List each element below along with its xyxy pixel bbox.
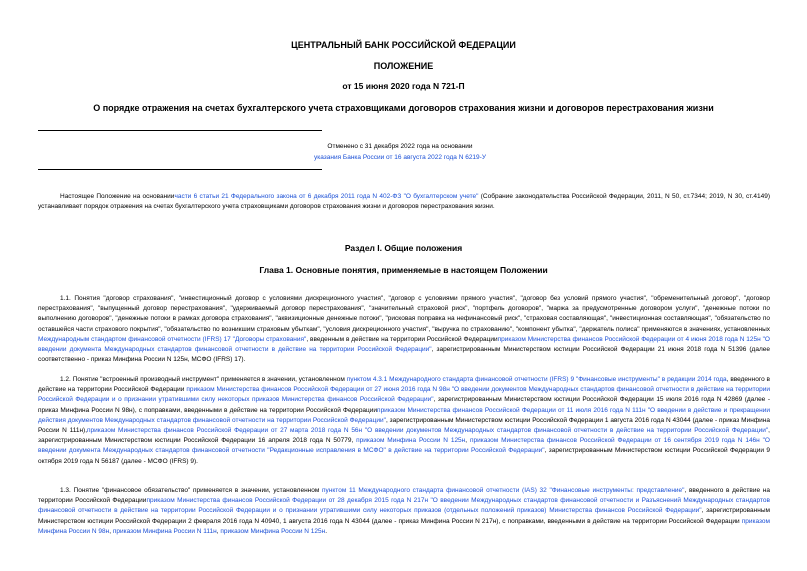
p13-text-5: ,	[216, 527, 221, 535]
issuer-title: ЦЕНТРАЛЬНЫЙ БАНК РОССИЙСКОЙ ФЕДЕРАЦИИ	[291, 40, 516, 50]
section-title: Раздел I. Общие положения	[344, 243, 463, 253]
p13-link-order-111n[interactable]: приказом Минфина России N 111н	[112, 527, 217, 535]
p13-link-order-125n[interactable]: приказом Минфина России N 125н	[220, 527, 326, 535]
intro-text-2: (Собрание законодательства Российской Федерации, 2011, N 50, ст.7344; 2019, N 30, ст.4149) устанавливает порядок отражения на счетах бухгалтерского учета страховщиками договоров страхования жизни и договоров перестрахования жизни.	[38, 193, 770, 211]
chapter-title: Глава 1. Основные понятия, применяемые в настоящем Положении	[259, 265, 548, 275]
p11-text-3: , зарегистрированным Министерством юстиции Российской Федерации 21 июня 2018 года N 51396 (далее соответственно - приказ Минфина России N 125н, МСФО (IFRS) 17).	[38, 346, 770, 364]
document-type: ПОЛОЖЕНИЕ	[373, 61, 434, 71]
p12-link-order-146n[interactable]: приказом Министерства финансов Российской Федерации от 16 сентября 2019 года N 146н "О введении документа Международных стандартов финансовой отчетности "Редакционные исправления в МСФО" в действие на территории Российской Федерации"	[38, 437, 770, 455]
paragraph-1-3	[38, 486, 770, 537]
p12-text-2: , введенного в действие на территории Российской Федерации	[38, 376, 770, 394]
paragraph-1-2	[38, 375, 770, 467]
p13-text-1: 1.3. Понятие "финансовое обязательство" применяется в значении, установленном	[60, 487, 323, 494]
p11-link-ifrs17[interactable]: Международным стандартом финансовой отчетности (IFRS) 17 "Договоры страхования"	[38, 335, 307, 343]
p13-text-3: , зарегистрированным Министерством юстиции Российской Федерации 2 февраля 2016 года N 40940, 1 августа 2016 года N 43044 (далее - приказ Минфина России N 217н), с поправками, введенными в действие на территории Российской Федерации	[38, 507, 770, 525]
p12-link-order-56n[interactable]: приказом Министерства финансов Российской Федерации от 27 марта 2018 года N 56н "О введении документов Международных стандартов финансовой отчетности в действие на территории Российской Федерации"	[87, 427, 769, 435]
p11-text-1: 1.1. Понятия "договор страхования", "инвестиционный договор с условиями дискреционного участия", "договор с условиями прямого участия", "договор без условий прямого участия", "обременительный договор", "договор перестрахования", "выпущенный договор перестрахования", "удерживаемый договор перестрахования", "значительный страховой риск", "портфель договоров", "маржа за предусмотренные договором услуги", "денежные потоки по выполнению договоров", "денежные потоки в рамках договора страхования", "аквизиционные денежные потоки", "рисковая поправка на нефинансовый риск", "страховая составляющая", "инвестиционная составляющая", "обязательство по оставшейся части страхового покрытия", "обязательство по возникшим страховым убыткам", "условия дискреционного участия", "выручка по страхованию", "компонент убытка", "держатель полиса" применяются в значениях, установленных	[38, 295, 770, 333]
intro-text-1: Настоящее Положение на основании	[60, 193, 175, 200]
cancellation-text: Отменено с 31 декабря 2022 года на основании	[327, 143, 473, 150]
p13-text-6: .	[325, 527, 328, 535]
p12-link-order-111n[interactable]: приказом Министерства финансов Российской Федерации от 11 июля 2016 года N 111н "О введении в действие и прекращении действия документов Международных стандартов финансовой отчетности на территории Российской Федерации"	[38, 406, 771, 424]
document-title: О порядке отражения на счетах бухгалтерского учета страховщиками договоров страхования жизни и договоров перестрахования жизни	[93, 103, 714, 113]
p13-link-order-98n[interactable]: приказом Минфина России N 98н	[38, 517, 770, 535]
p11-link-order-125n[interactable]: приказом Министерства финансов Российской Федерации от 4 июня 2018 года N 125н "О введении документа Международных стандартов финансовой отчетности в действие на территории Российской Федерации"	[38, 335, 770, 354]
p11-text-2: , введенным в действие на территории Российской Федерации	[306, 335, 498, 343]
p13-link-ias32[interactable]: пунктом 11 Международного стандарта финансовой отчетности (IAS) 32 "Финансовые инструменты: представление"	[322, 487, 685, 494]
p13-link-order-217n[interactable]: приказом Министерства финансов Российской Федерации от 28 декабря 2015 года N 217н "О введении Международных стандартов финансовой отчетности и Разъяснений Международных стандартов финансовой отчетности в действие на территории Российской Федерации и о признании утратившими силу некоторых приказов (отдельных положений приказов) Министерства финансов Российской Федерации"	[38, 497, 770, 515]
p12-text-6: ,	[465, 437, 470, 445]
paragraph-1-1	[38, 294, 770, 365]
p12-text-5: , зарегистрированным Министерством юстиции Российской Федерации 16 апреля 2018 года N 50779,	[38, 427, 770, 445]
p12-link-ifrs9[interactable]: пунктом 4.3.1 Международного стандарта финансовой отчетности (IFRS) 9 "Финансовые инструменты" в редакции 2014 года	[346, 376, 727, 383]
p12-text-3: , зарегистрированным Министерством юстиции Российской Федерации 15 июля 2016 года N 42869 (далее - приказ Минфина России N 98н), с поправками, введенными в действие на территории Российской Федерации	[38, 396, 770, 414]
intro-law-link[interactable]: части 6 статьи 21 Федерального закона от 6 декабря 2011 года N 402-ФЗ "О бухгалтерском учете"	[174, 193, 479, 200]
cancellation-link[interactable]: указания Банка России от 16 августа 2022 года N 6219-У	[314, 154, 486, 161]
divider-bottom	[38, 169, 322, 170]
p12-text-1: 1.2. Понятие "встроенный производный инструмент" применяется в значении, установленном	[60, 376, 347, 383]
p12-text-4: , зарегистрированным Министерством юстиции Российской Федерации 1 августа 2016 года N 43044 (далее - приказ Минфина России N 111н),	[38, 416, 770, 435]
document-date-number: от 15 июня 2020 года N 721-П	[342, 81, 465, 91]
p13-text-4: ,	[109, 527, 113, 535]
divider-top	[38, 130, 322, 131]
intro-paragraph	[38, 192, 770, 212]
p12-link-order-98n[interactable]: приказом Министерства финансов Российской Федерации от 27 июня 2016 года N 98н "О введении документов Международных стандартов финансовой отчетности в действие на территории Российской Федерации и о признании утратившими силу некоторых приказов Министерства финансов Российской Федерации"	[38, 386, 770, 404]
p12-link-order-125n[interactable]: приказом Минфина России N 125н	[356, 437, 466, 445]
p13-text-2: , введенного в действие на территории Российской Федерации	[38, 487, 770, 505]
p12-text-7: , зарегистрированным Министерством юстиции Российской Федерации 9 октября 2019 года N 56187 (далее - МСФО (IFRS) 9).	[38, 447, 770, 465]
cancellation-note	[300, 141, 500, 163]
